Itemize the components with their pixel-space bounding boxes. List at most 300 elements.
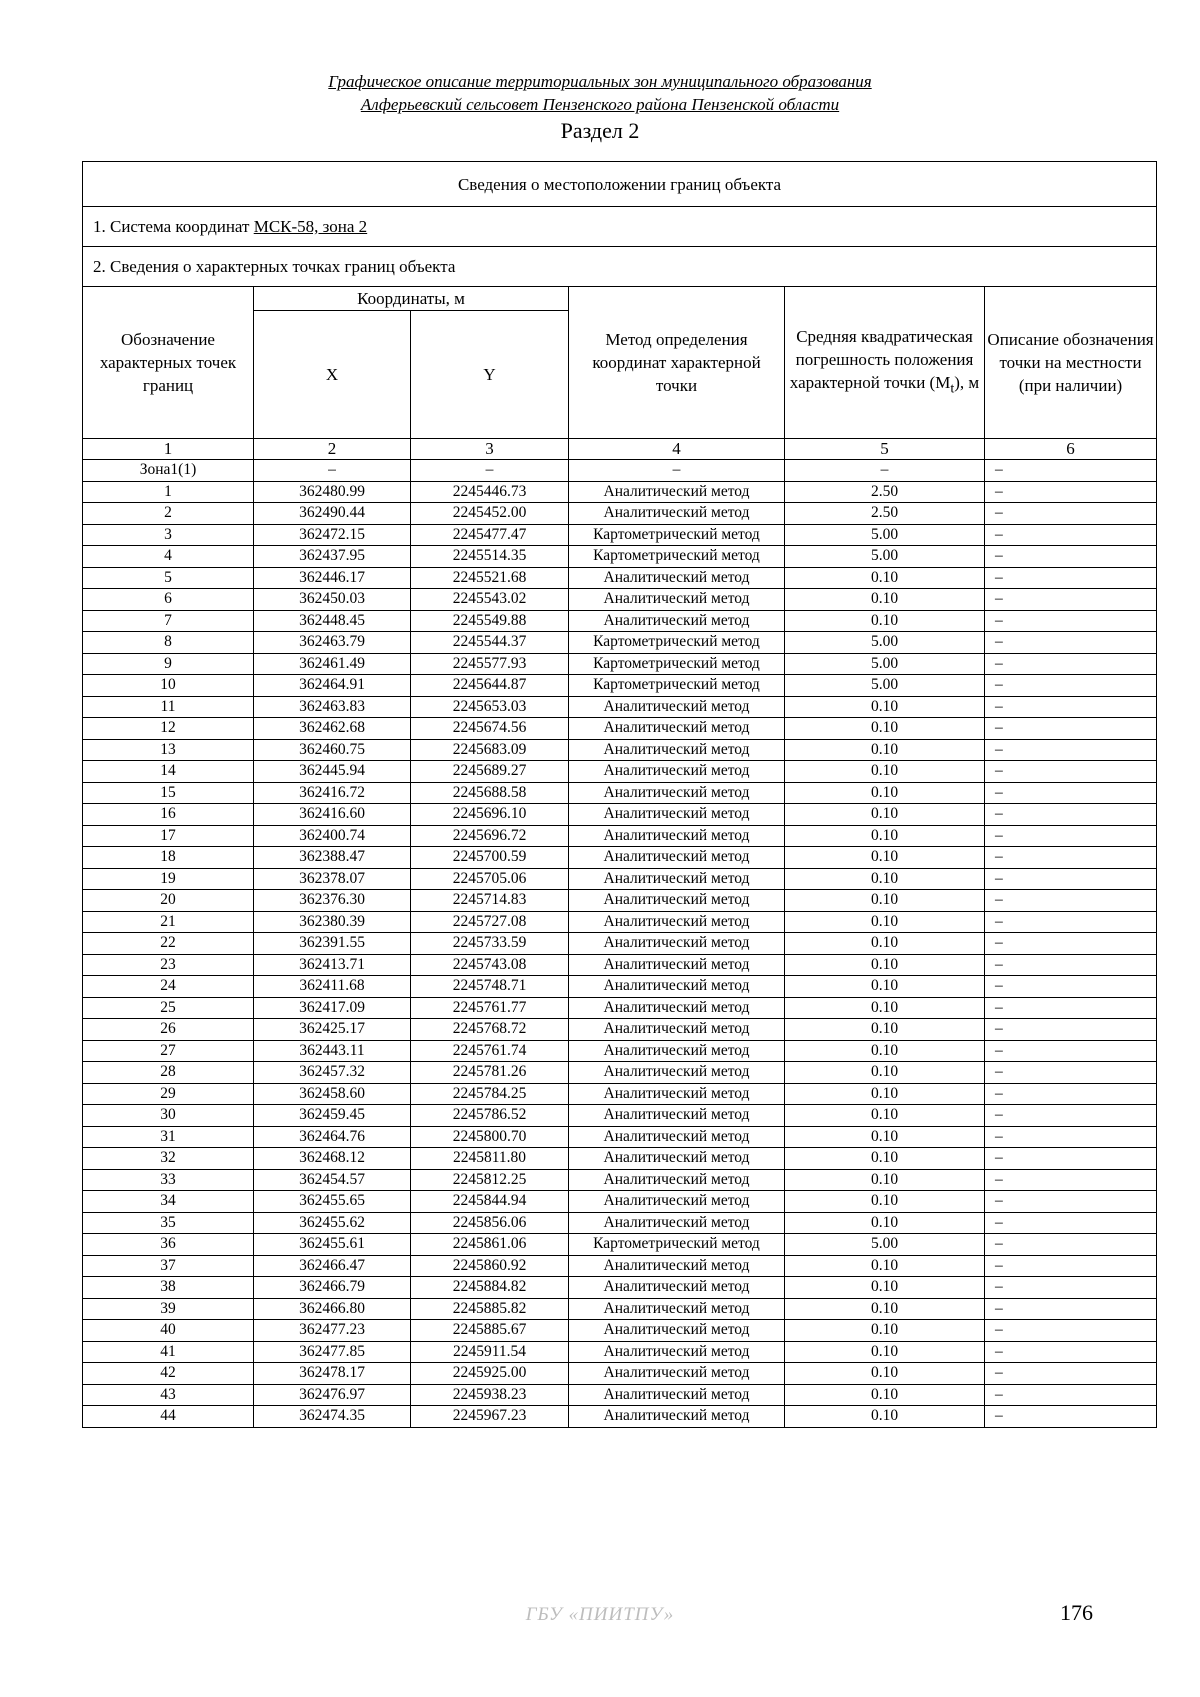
table-row: [83, 847, 1157, 869]
coord-x: 362464.91: [254, 675, 411, 697]
col-header-point: Обозначение характерных точек границ: [83, 287, 254, 439]
column-numbers-row: [83, 439, 1157, 460]
coord-x: 362446.17: [254, 567, 411, 589]
error-value: 0.10: [785, 997, 985, 1019]
coordinate-system-label: 1. Система координат: [93, 217, 254, 236]
point-number: 3: [83, 524, 254, 546]
error-value: 5.00: [785, 653, 985, 675]
coord-x: 362455.62: [254, 1212, 411, 1234]
coord-x: 362463.83: [254, 696, 411, 718]
method: Аналитический метод: [569, 1062, 785, 1084]
error-value: 0.10: [785, 868, 985, 890]
coord-x: 362474.35: [254, 1406, 411, 1428]
point-number: 42: [83, 1363, 254, 1385]
coord-y: 2245705.06: [411, 868, 569, 890]
coord-y: 2245938.23: [411, 1384, 569, 1406]
coord-y: 2245761.77: [411, 997, 569, 1019]
point-description: –: [985, 1019, 1157, 1041]
point-description: –: [985, 868, 1157, 890]
point-description: –: [985, 503, 1157, 525]
error-value: 0.10: [785, 890, 985, 912]
table-row: [83, 1212, 1157, 1234]
error-value: 0.10: [785, 739, 985, 761]
table-row: [83, 1083, 1157, 1105]
coord-x: 362464.76: [254, 1126, 411, 1148]
point-description: –: [985, 546, 1157, 568]
table-row: [83, 868, 1157, 890]
error-value: 0.10: [785, 1191, 985, 1213]
point-number: 35: [83, 1212, 254, 1234]
coord-x: 362391.55: [254, 933, 411, 955]
coord-y: 2245452.00: [411, 503, 569, 525]
point-number: 11: [83, 696, 254, 718]
column-number: 6: [985, 439, 1157, 460]
error-value: 5.00: [785, 546, 985, 568]
coord-x: 362376.30: [254, 890, 411, 912]
point-description: –: [985, 1384, 1157, 1406]
point-description: –: [985, 610, 1157, 632]
method: Аналитический метод: [569, 847, 785, 869]
point-description: –: [985, 1363, 1157, 1385]
point-number: 2: [83, 503, 254, 525]
point-number: 27: [83, 1040, 254, 1062]
point-number: 44: [83, 1406, 254, 1428]
coord-x: 362490.44: [254, 503, 411, 525]
coord-y: 2245727.08: [411, 911, 569, 933]
point-number: 9: [83, 653, 254, 675]
coord-x: 362380.39: [254, 911, 411, 933]
coord-y: 2245911.54: [411, 1341, 569, 1363]
point-number: 29: [83, 1083, 254, 1105]
coord-x: 362478.17: [254, 1363, 411, 1385]
error-value: 0.10: [785, 567, 985, 589]
coord-x: 362450.03: [254, 589, 411, 611]
point-number: 17: [83, 825, 254, 847]
method: Аналитический метод: [569, 1191, 785, 1213]
coord-x: 362457.32: [254, 1062, 411, 1084]
table-row: [83, 825, 1157, 847]
coord-y: 2245446.73: [411, 481, 569, 503]
point-description: –: [985, 718, 1157, 740]
point-description: –: [985, 911, 1157, 933]
error-value: 0.10: [785, 933, 985, 955]
table-row: [83, 653, 1157, 675]
table-row: [83, 1363, 1157, 1385]
method: Аналитический метод: [569, 1083, 785, 1105]
point-description: –: [985, 825, 1157, 847]
point-number: 15: [83, 782, 254, 804]
method: Аналитический метод: [569, 1105, 785, 1127]
points-section-title: 2. Сведения о характерных точках границ объекта: [83, 247, 1157, 287]
point-description: –: [985, 1040, 1157, 1062]
table-row: [83, 1277, 1157, 1299]
table-row: [83, 567, 1157, 589]
table-row: [83, 546, 1157, 568]
point-description: –: [985, 524, 1157, 546]
table-row: [83, 1191, 1157, 1213]
method: Картометрический метод: [569, 546, 785, 568]
method: Аналитический метод: [569, 481, 785, 503]
coord-x: 362466.80: [254, 1298, 411, 1320]
coord-y: 2245696.10: [411, 804, 569, 826]
table-row: [83, 1148, 1157, 1170]
point-description: –: [985, 481, 1157, 503]
point-description: –: [985, 1062, 1157, 1084]
error-value: 0.10: [785, 1040, 985, 1062]
table-row: [83, 632, 1157, 654]
coord-x: 362388.47: [254, 847, 411, 869]
coord-x: 362477.85: [254, 1341, 411, 1363]
table-row: [83, 890, 1157, 912]
column-number: 4: [569, 439, 785, 460]
table-row: [83, 911, 1157, 933]
zone-cell: –: [785, 460, 985, 482]
point-description: –: [985, 1212, 1157, 1234]
method: Аналитический метод: [569, 825, 785, 847]
method: Аналитический метод: [569, 1341, 785, 1363]
point-description: –: [985, 589, 1157, 611]
error-value: 0.10: [785, 954, 985, 976]
coord-y: 2245761.74: [411, 1040, 569, 1062]
table-row: [83, 1320, 1157, 1342]
point-number: 37: [83, 1255, 254, 1277]
table-row: [83, 1019, 1157, 1041]
coord-x: 362463.79: [254, 632, 411, 654]
coord-y: 2245688.58: [411, 782, 569, 804]
coord-x: 362461.49: [254, 653, 411, 675]
point-number: 21: [83, 911, 254, 933]
error-value: 0.10: [785, 761, 985, 783]
error-value: 5.00: [785, 632, 985, 654]
point-number: 36: [83, 1234, 254, 1256]
method: Аналитический метод: [569, 718, 785, 740]
table-row: [83, 1105, 1157, 1127]
point-number: 30: [83, 1105, 254, 1127]
method: Аналитический метод: [569, 1040, 785, 1062]
method: Аналитический метод: [569, 804, 785, 826]
point-number: 22: [83, 933, 254, 955]
coord-x: 362400.74: [254, 825, 411, 847]
method: Аналитический метод: [569, 976, 785, 998]
table-title: Сведения о местоположении границ объекта: [83, 162, 1157, 207]
error-value: 0.10: [785, 825, 985, 847]
method: Аналитический метод: [569, 761, 785, 783]
coord-x: 362468.12: [254, 1148, 411, 1170]
col-header-coordinates: Координаты, м: [254, 287, 569, 311]
error-value: 0.10: [785, 1277, 985, 1299]
error-value: 0.10: [785, 782, 985, 804]
point-number: 24: [83, 976, 254, 998]
coord-x: 362480.99: [254, 481, 411, 503]
method: Аналитический метод: [569, 589, 785, 611]
error-value: 0.10: [785, 1341, 985, 1363]
error-value: 0.10: [785, 1169, 985, 1191]
point-number: 12: [83, 718, 254, 740]
point-number: 38: [83, 1277, 254, 1299]
error-value: 0.10: [785, 1363, 985, 1385]
point-description: –: [985, 675, 1157, 697]
coord-y: 2245577.93: [411, 653, 569, 675]
column-number: 1: [83, 439, 254, 460]
point-description: –: [985, 804, 1157, 826]
table-row: [83, 782, 1157, 804]
point-number: 31: [83, 1126, 254, 1148]
point-number: 20: [83, 890, 254, 912]
coord-y: 2245714.83: [411, 890, 569, 912]
point-number: 26: [83, 1019, 254, 1041]
coord-x: 362460.75: [254, 739, 411, 761]
error-value: 0.10: [785, 804, 985, 826]
method: Картометрический метод: [569, 675, 785, 697]
coord-x: 362462.68: [254, 718, 411, 740]
point-description: –: [985, 847, 1157, 869]
coordinate-system-value: МСК-58, зона 2: [253, 217, 368, 236]
coord-x: 362425.17: [254, 1019, 411, 1041]
point-number: 25: [83, 997, 254, 1019]
method: Картометрический метод: [569, 1234, 785, 1256]
method: Аналитический метод: [569, 610, 785, 632]
point-number: 6: [83, 589, 254, 611]
coord-x: 362477.23: [254, 1320, 411, 1342]
point-description: –: [985, 1126, 1157, 1148]
point-number: 28: [83, 1062, 254, 1084]
coord-y: 2245683.09: [411, 739, 569, 761]
col-header-description: Описание обозначения точки на местности (при наличии): [985, 287, 1157, 439]
error-value: 0.10: [785, 1298, 985, 1320]
point-number: 32: [83, 1148, 254, 1170]
coord-y: 2245768.72: [411, 1019, 569, 1041]
coord-y: 2245689.27: [411, 761, 569, 783]
zone-label: Зона1(1): [83, 460, 254, 482]
coord-y: 2245885.82: [411, 1298, 569, 1320]
error-value: 2.50: [785, 503, 985, 525]
coord-x: 362378.07: [254, 868, 411, 890]
point-description: –: [985, 632, 1157, 654]
error-value: 0.10: [785, 696, 985, 718]
footer-organization: ГБУ «ПИИТПУ»: [525, 1604, 675, 1625]
point-number: 41: [83, 1341, 254, 1363]
method: Аналитический метод: [569, 1126, 785, 1148]
method: Аналитический метод: [569, 1169, 785, 1191]
col-header-error: [785, 287, 985, 439]
point-description: –: [985, 1320, 1157, 1342]
table-row: [83, 1234, 1157, 1256]
point-description: –: [985, 1341, 1157, 1363]
method: Аналитический метод: [569, 1212, 785, 1234]
method: Аналитический метод: [569, 782, 785, 804]
coord-x: 362459.45: [254, 1105, 411, 1127]
col-header-x: X: [254, 311, 411, 439]
table-row: [83, 1062, 1157, 1084]
point-description: –: [985, 1277, 1157, 1299]
error-value: 5.00: [785, 524, 985, 546]
page-number: 176: [1060, 1600, 1093, 1625]
table-row: [83, 696, 1157, 718]
point-description: –: [985, 933, 1157, 955]
coord-y: 2245748.71: [411, 976, 569, 998]
coord-y: 2245477.47: [411, 524, 569, 546]
col-header-method: Метод определения координат характерной точки: [569, 287, 785, 439]
point-number: 40: [83, 1320, 254, 1342]
coord-x: 362416.72: [254, 782, 411, 804]
coord-x: 362458.60: [254, 1083, 411, 1105]
method: Аналитический метод: [569, 1363, 785, 1385]
point-number: 33: [83, 1169, 254, 1191]
error-value: 0.10: [785, 1126, 985, 1148]
coord-y: 2245800.70: [411, 1126, 569, 1148]
point-description: –: [985, 997, 1157, 1019]
table-row: [83, 976, 1157, 998]
method: Аналитический метод: [569, 933, 785, 955]
col-header-y: Y: [411, 311, 569, 439]
table-row: [83, 997, 1157, 1019]
method: Аналитический метод: [569, 911, 785, 933]
method: Аналитический метод: [569, 1255, 785, 1277]
zone-cell: –: [411, 460, 569, 482]
error-value: 2.50: [785, 481, 985, 503]
error-value: 0.10: [785, 1212, 985, 1234]
point-number: 4: [83, 546, 254, 568]
coord-y: 2245521.68: [411, 567, 569, 589]
section-title: Раздел 2: [560, 118, 640, 143]
coord-y: 2245514.35: [411, 546, 569, 568]
method: Аналитический метод: [569, 1019, 785, 1041]
coord-x: 362476.97: [254, 1384, 411, 1406]
point-description: –: [985, 1255, 1157, 1277]
point-number: 34: [83, 1191, 254, 1213]
zone-cell: –: [254, 460, 411, 482]
coord-x: 362413.71: [254, 954, 411, 976]
point-description: –: [985, 1191, 1157, 1213]
coord-y: 2245781.26: [411, 1062, 569, 1084]
point-number: 39: [83, 1298, 254, 1320]
table-row: [83, 1384, 1157, 1406]
coord-y: 2245967.23: [411, 1406, 569, 1428]
coord-y: 2245925.00: [411, 1363, 569, 1385]
table-row: [83, 1126, 1157, 1148]
table-row: [83, 610, 1157, 632]
coord-y: 2245743.08: [411, 954, 569, 976]
col-header-error-text: Средняя квадратическая погрешность положения характерной точки (M: [789, 326, 974, 392]
point-description: –: [985, 1169, 1157, 1191]
error-value: 0.10: [785, 1083, 985, 1105]
point-description: –: [985, 1406, 1157, 1428]
error-value: 0.10: [785, 589, 985, 611]
method: Аналитический метод: [569, 954, 785, 976]
point-description: –: [985, 890, 1157, 912]
col-header-error-unit: ), м: [954, 372, 980, 392]
error-value: 0.10: [785, 1384, 985, 1406]
error-value: 0.10: [785, 610, 985, 632]
coord-y: 2245860.92: [411, 1255, 569, 1277]
point-description: –: [985, 1105, 1157, 1127]
zone-row: [83, 460, 1157, 482]
error-value: 0.10: [785, 1105, 985, 1127]
column-number: 3: [411, 439, 569, 460]
method: Аналитический метод: [569, 503, 785, 525]
point-description: –: [985, 1298, 1157, 1320]
method: Аналитический метод: [569, 1298, 785, 1320]
point-description: –: [985, 1148, 1157, 1170]
point-description: –: [985, 696, 1157, 718]
point-number: 7: [83, 610, 254, 632]
coordinate-system-row: [83, 207, 1157, 247]
coord-y: 2245861.06: [411, 1234, 569, 1256]
method: Картометрический метод: [569, 524, 785, 546]
point-description: –: [985, 1234, 1157, 1256]
coord-y: 2245884.82: [411, 1277, 569, 1299]
coord-x: 362416.60: [254, 804, 411, 826]
coord-x: 362417.09: [254, 997, 411, 1019]
point-number: 10: [83, 675, 254, 697]
method: Аналитический метод: [569, 567, 785, 589]
point-number: 16: [83, 804, 254, 826]
col-header-error-subscript: t: [950, 380, 955, 397]
point-number: 1: [83, 481, 254, 503]
document-title-line-2: Алферьевский сельсовет Пензенского района Пензенской области: [360, 95, 840, 114]
method: Аналитический метод: [569, 1384, 785, 1406]
point-description: –: [985, 567, 1157, 589]
method: Аналитический метод: [569, 696, 785, 718]
error-value: 5.00: [785, 1234, 985, 1256]
method: Аналитический метод: [569, 997, 785, 1019]
point-number: 23: [83, 954, 254, 976]
coord-y: 2245844.94: [411, 1191, 569, 1213]
coord-y: 2245696.72: [411, 825, 569, 847]
method: Аналитический метод: [569, 1406, 785, 1428]
coord-y: 2245733.59: [411, 933, 569, 955]
boundary-points-table: [82, 161, 1157, 1428]
coord-x: 362466.79: [254, 1277, 411, 1299]
point-number: 5: [83, 567, 254, 589]
error-value: 0.10: [785, 1255, 985, 1277]
coord-y: 2245786.52: [411, 1105, 569, 1127]
table-row: [83, 524, 1157, 546]
error-value: 0.10: [785, 1320, 985, 1342]
point-description: –: [985, 653, 1157, 675]
coord-y: 2245544.37: [411, 632, 569, 654]
coord-x: 362445.94: [254, 761, 411, 783]
column-number: 5: [785, 439, 985, 460]
method: Картометрический метод: [569, 653, 785, 675]
table-row: [83, 1298, 1157, 1320]
coord-y: 2245674.56: [411, 718, 569, 740]
error-value: 0.10: [785, 976, 985, 998]
error-value: 0.10: [785, 1062, 985, 1084]
coord-y: 2245784.25: [411, 1083, 569, 1105]
coord-x: 362443.11: [254, 1040, 411, 1062]
coord-x: 362411.68: [254, 976, 411, 998]
coord-y: 2245543.02: [411, 589, 569, 611]
table-row: [83, 739, 1157, 761]
error-value: 0.10: [785, 1019, 985, 1041]
coord-x: 362454.57: [254, 1169, 411, 1191]
point-number: 13: [83, 739, 254, 761]
error-value: 5.00: [785, 675, 985, 697]
error-value: 0.10: [785, 847, 985, 869]
table-row: [83, 1255, 1157, 1277]
coord-y: 2245644.87: [411, 675, 569, 697]
table-row: [83, 1406, 1157, 1428]
error-value: 0.10: [785, 718, 985, 740]
table-row: [83, 761, 1157, 783]
point-description: –: [985, 782, 1157, 804]
coord-y: 2245700.59: [411, 847, 569, 869]
table-row: [83, 933, 1157, 955]
table-row: [83, 1341, 1157, 1363]
point-number: 19: [83, 868, 254, 890]
point-description: –: [985, 976, 1157, 998]
